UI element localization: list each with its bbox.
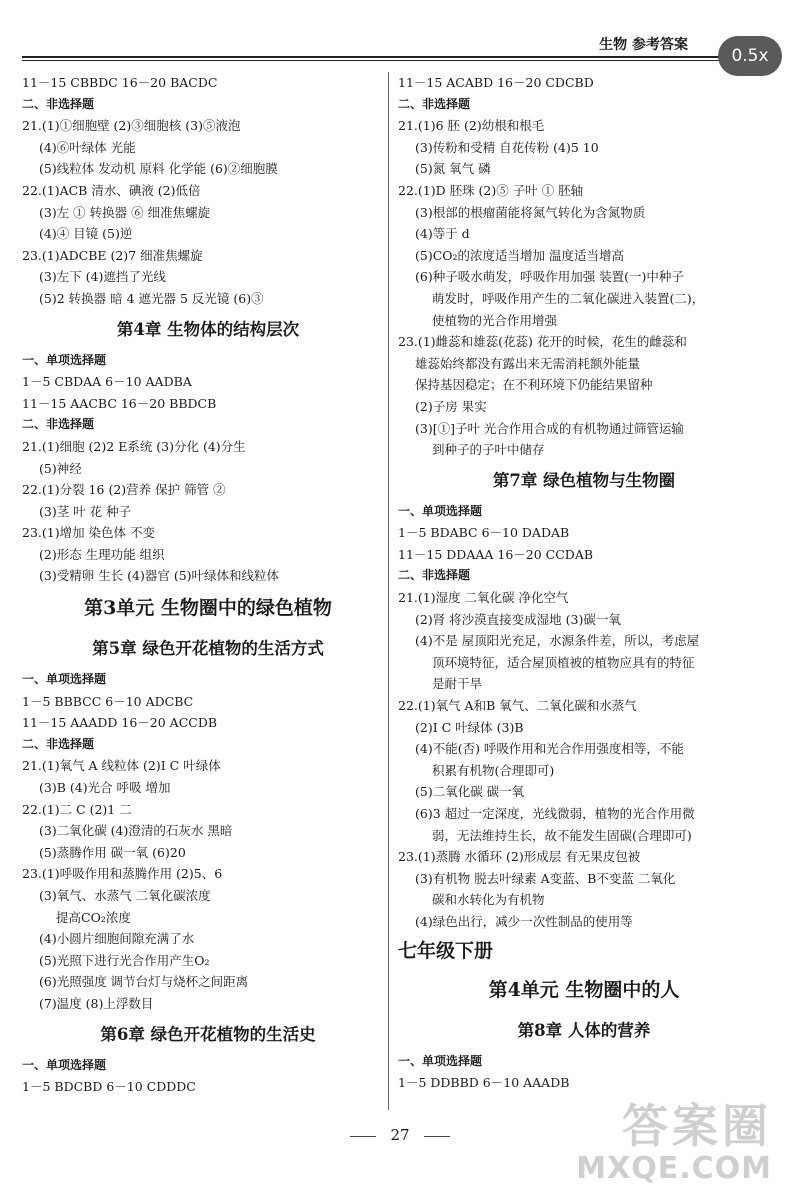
- grade-heading: 七年级下册: [398, 939, 494, 962]
- section-heading: 一、单项选择题: [22, 1057, 107, 1072]
- watermark: [576, 1100, 772, 1186]
- chapter-heading: 第6章 绿色开花植物的生活史: [100, 1024, 316, 1044]
- answer-line: (6)种子吸水萌发，呼吸作用加强 装置(一)中种子: [415, 269, 684, 285]
- page-number: 27: [390, 1126, 410, 1144]
- answer-line: 11－15 AAADD 16－20 ACCDB: [22, 715, 218, 731]
- watermark-url: MXQE.COM: [576, 1151, 772, 1186]
- answer-line: (3)左下 (4)遮挡了光线: [39, 269, 166, 285]
- answer-line: 23.(1)增加 染色体 不变: [22, 525, 156, 541]
- answer-line: (2)子房 果实: [415, 398, 487, 414]
- answer-line: (4)绿色出行，减少一次性制品的使用等: [415, 913, 633, 929]
- answer-line: 弱，无法维持生长，故不能发生固碳(合理即可): [432, 827, 692, 843]
- answer-line: 到种子的子叶中储存: [432, 442, 545, 458]
- section-heading: 一、单项选择题: [398, 1053, 483, 1068]
- chapter-heading: 第5章 绿色开花植物的生活方式: [92, 639, 324, 659]
- watermark-logo-text: 答案圈: [622, 1099, 772, 1153]
- chapter-heading: 第7章 绿色植物与生物圈: [492, 470, 676, 490]
- answer-line: (6)3 超过一定深度，光线微弱，植物的光合作用微: [415, 806, 695, 821]
- playback-speed-badge[interactable]: 0.5x: [718, 36, 782, 76]
- answer-line: (7)温度 (8)上浮数目: [39, 995, 154, 1011]
- answer-line: 萌发时，呼吸作用产生的二氧化碳进入装置(二)，: [432, 290, 705, 306]
- chapter-heading: 第8章 人体的营养: [517, 1020, 651, 1040]
- answer-line: 21.(1)①细胞壁 (2)③细胞核 (3)⑤液泡: [22, 118, 241, 134]
- section-heading: 一、单项选择题: [398, 503, 483, 518]
- answer-line: 22.(1)分裂 16 (2)营养 保护 筛管 ②: [22, 482, 226, 498]
- unit-heading: 第4单元 生物圈中的人: [488, 978, 680, 1001]
- answer-line: 是耐干旱: [432, 676, 483, 692]
- answer-line: 碳和水转化为有机物: [432, 892, 545, 908]
- answer-line: 11－15 AACBC 16－20 BBDCB: [22, 395, 217, 411]
- answer-line: 21.(1)湿度 二氧化碳 净化空气: [398, 590, 569, 606]
- answer-line: 1－5 BDCBD 6－10 CDDDC: [22, 1079, 196, 1095]
- answer-line: 保持基因稳定；在不利环境下仍能结果留种: [415, 377, 653, 393]
- answer-line: (6)光照强度 调节台灯与烧杯之间距离: [39, 974, 249, 990]
- answer-line: (5)CO₂的浓度适当增加 温度适当增高: [415, 247, 625, 263]
- section-heading: 二、非选择题: [22, 736, 95, 751]
- answer-line: (3)受精卵 生长 (4)器官 (5)叶绿体和线粒体: [39, 568, 280, 584]
- answer-line: 22.(1)氧气 A和B 氧气、二氧化碳和水蒸气: [398, 698, 637, 714]
- answer-line: (3)传粉和受精 自花传粉 (4)5 10: [415, 139, 599, 155]
- answer-line: (3)茎 叶 花 种子: [39, 503, 132, 519]
- answer-line: 1－5 DDBBD 6－10 AAADB: [398, 1075, 570, 1091]
- section-heading: 一、单项选择题: [22, 672, 107, 687]
- answer-line: (4)不能(否) 呼吸作用和光合作用强度相等，不能: [415, 741, 684, 757]
- page-header: [22, 34, 778, 58]
- answer-line: (5)蒸腾作用 碳一氧 (6)20: [39, 844, 186, 860]
- answer-line: 21.(1)6 胚 (2)幼根和根毛: [398, 118, 545, 134]
- answer-line: 雄蕊始终都没有露出来无需消耗额外能量: [415, 355, 641, 371]
- footer-dash-right: [424, 1136, 450, 1137]
- answer-line: 23.(1)呼吸作用和蒸腾作用 (2)5、6: [22, 866, 223, 882]
- answer-line: (5)光照下进行光合作用产生O₂: [39, 952, 210, 968]
- answer-line: (3)B (4)光合 呼吸 增加: [39, 780, 171, 796]
- answer-line: (4)小圆片细胞间隙充满了水: [39, 931, 195, 947]
- answer-line: 使植物的光合作用增强: [432, 312, 558, 328]
- header-title: 生物 参考答案: [599, 37, 688, 53]
- answer-line: 11－15 CBBDC 16－20 BACDC: [22, 75, 218, 90]
- answer-line: (5)2 转换器 暗 4 遮光器 5 反光镜 (6)③: [39, 290, 264, 306]
- answer-line: 22.(1)二 C (2)1 二: [22, 801, 132, 817]
- section-heading: 二、非选择题: [398, 96, 471, 111]
- section-heading: 二、非选择题: [22, 96, 95, 111]
- answer-line: (2)形态 生理功能 组织: [39, 546, 165, 562]
- answer-line: 21.(1)氧气 A 线粒体 (2)Ⅰ C 叶绿体: [22, 758, 221, 774]
- left-column: [22, 72, 394, 1098]
- answer-line: (3)有机物 脱去叶绿素 A变蓝、B不变蓝 二氧化: [415, 870, 676, 886]
- answer-line: 1－5 BBBCC 6－10 ADCBC: [22, 693, 194, 709]
- section-heading: 二、非选择题: [22, 417, 95, 432]
- answer-line: 1－5 BDABC 6－10 DADAB: [398, 525, 570, 541]
- answer-line: (2)Ⅰ C 叶绿体 (3)B: [415, 719, 524, 735]
- answer-line: 23.(1)蒸腾 水循环 (2)形成层 有无果皮包被: [398, 849, 641, 865]
- right-column: [398, 72, 770, 1094]
- answer-line: (5)线粒体 发动机 原料 化学能 (6)②细胞膜: [39, 161, 278, 177]
- answer-line: 11－15 DDAAA 16－20 CCDAB: [398, 546, 594, 562]
- section-heading: 二、非选择题: [398, 568, 471, 583]
- answer-line: 23.(1)ADCBE (2)7 细准焦螺旋: [22, 247, 203, 263]
- answer-line: (4)⑥叶绿体 光能: [39, 139, 136, 155]
- header-rule: [22, 56, 778, 58]
- answer-line: (4)等于 d: [415, 226, 470, 242]
- answer-line: (3)[①]子叶 光合作用合成的有机物通过筛管运输: [415, 420, 684, 436]
- answer-line: 21.(1)细胞 (2)2 E系统 (3)分化 (4)分生: [22, 438, 246, 454]
- answer-line: (5)二氧化碳 碳一氧: [415, 784, 525, 800]
- unit-heading: 第3单元 生物圈中的绿色植物: [84, 597, 332, 620]
- answer-line: (3)氧气、水蒸气 二氧化碳浓度: [39, 888, 211, 903]
- column-divider: [388, 72, 389, 1110]
- answer-line: 11－15 ACABD 16－20 CDCBD: [398, 75, 594, 90]
- answer-line: (5)神经: [39, 460, 82, 476]
- answer-line: 22.(1)ACB 清水、碘液 (2)低倍: [22, 182, 201, 198]
- answer-line: 提高CO₂浓度: [56, 909, 131, 925]
- section-heading: 一、单项选择题: [22, 352, 107, 367]
- answer-line: (5)氮 氧气 磷: [415, 161, 491, 177]
- chapter-heading: 第4章 生物体的结构层次: [116, 319, 300, 339]
- answer-line: (4)④ 目镜 (5)逆: [39, 226, 133, 242]
- answer-line: (3)根部的根瘤菌能将氮气转化为含氮物质: [415, 204, 646, 220]
- answer-line: 1－5 CBDAA 6－10 AADBA: [22, 374, 192, 390]
- answer-line: (3)二氧化碳 (4)澄清的石灰水 黑暗: [39, 823, 233, 839]
- footer-dash-left: [350, 1136, 376, 1137]
- answer-line: (4)不是 屋顶阳光充足，水源条件差，所以，考虑屋: [415, 633, 700, 649]
- answer-line: (2)肾 将沙漠直接变成湿地 (3)碳一氧: [415, 611, 621, 627]
- answer-line: (3)左 ① 转换器 ⑥ 细准焦螺旋: [39, 204, 211, 220]
- answer-line: 22.(1)D 胚珠 (2)⑤ 子叶 ① 胚轴: [398, 182, 584, 198]
- answer-line: 顶环境特征，适合屋顶植被的植物应具有的特征: [432, 654, 695, 670]
- answer-line: 积累有机物(合理即可): [432, 762, 555, 778]
- header-rule-thin: [22, 60, 778, 61]
- answer-line: 23.(1)雌蕊和雄蕊(花蕊) 花开的时候，花生的雌蕊和: [398, 334, 687, 350]
